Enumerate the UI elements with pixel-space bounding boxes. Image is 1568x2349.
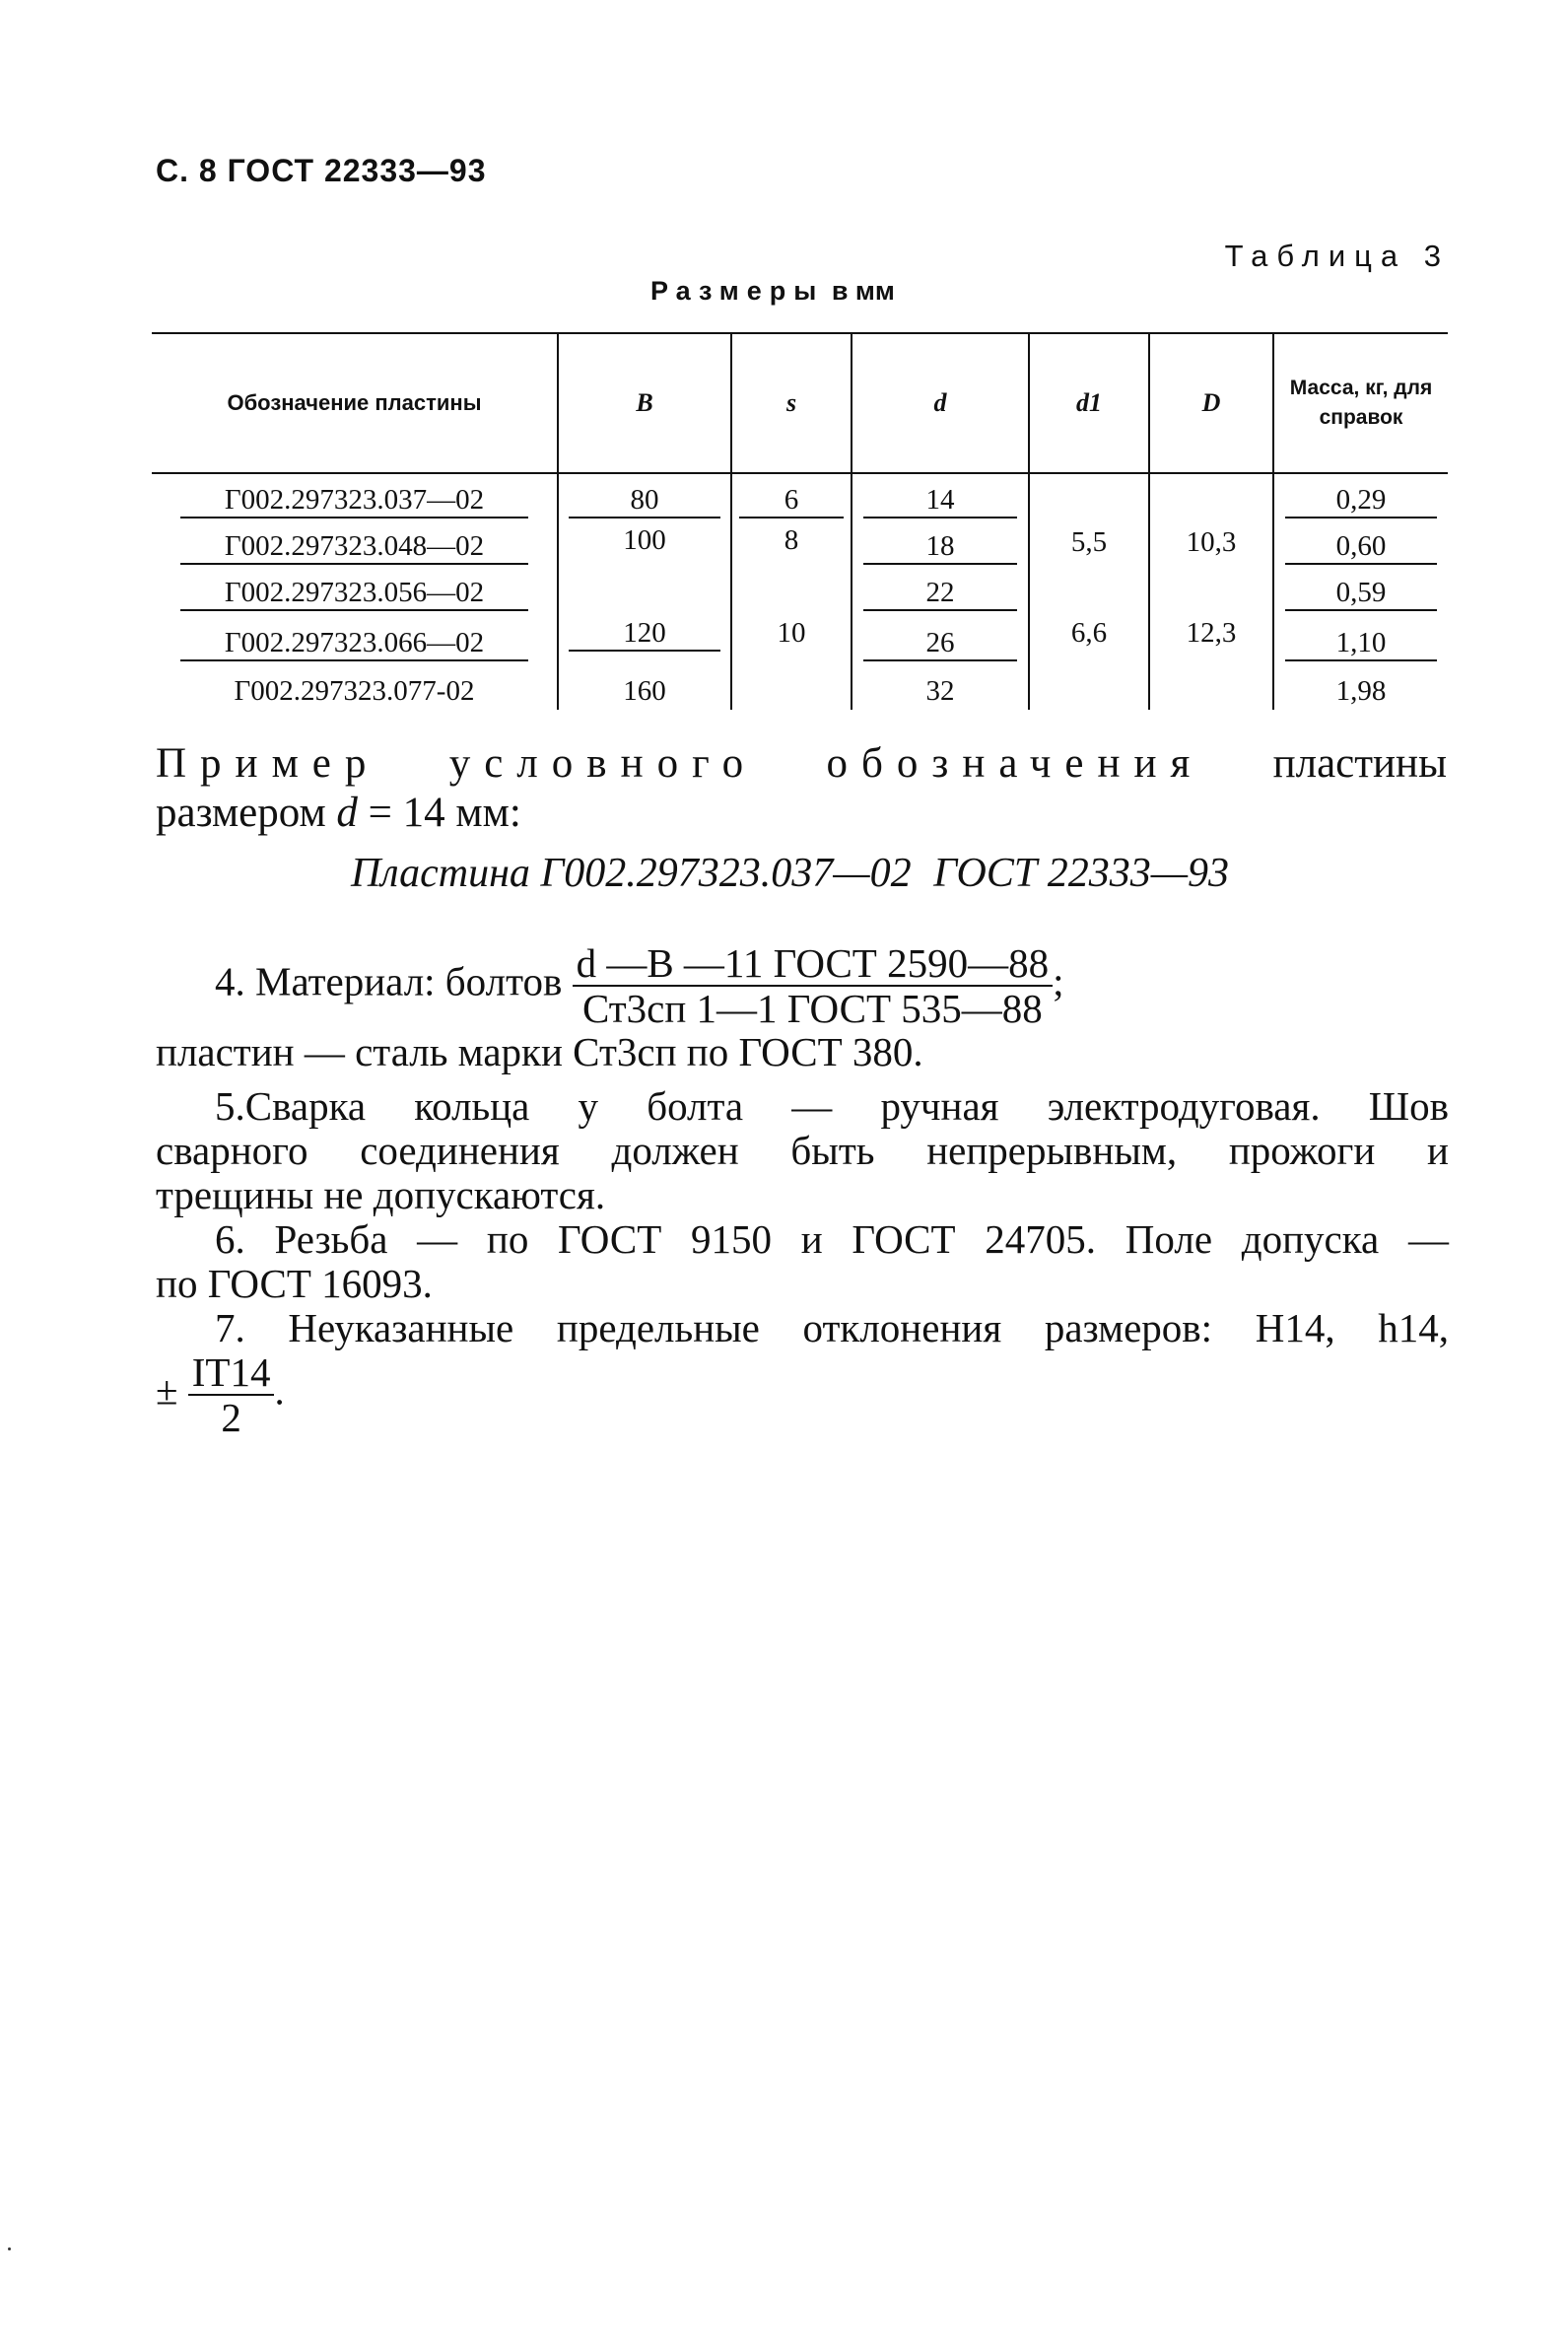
row-s-merged: 8 [731,520,852,613]
item5-line1: 5.Сварка кольца у болта — ручная электродуговая. Шов [215,1083,1449,1129]
example-word-1: Пример [156,740,380,787]
item6-line1: 6. Резьба — по ГОСТ 9150 и ГОСТ 24705. Поле допуска — [215,1216,1449,1262]
row-d1-merged: 6,6 [1029,613,1149,710]
header-big-d: D [1149,333,1273,473]
row-b-merged: 100 [558,520,731,613]
row-big-d-merged: 12,3 [1149,613,1273,710]
item6-line2: по ГОСТ 16093. [156,1261,433,1306]
header-d: d [852,333,1029,473]
item-4 [156,941,1449,1074]
example-paragraph [156,739,1447,838]
header-b: B [558,333,731,473]
table-caption: Таблица 3 [1224,239,1450,273]
item-7 [156,1306,1449,1439]
item5-line3: трещины не допускаются. [156,1172,606,1217]
table-row [152,613,1448,663]
row-d: 26 [863,627,1018,661]
header-d1: d1 [1029,333,1149,473]
item7-line1: 7. Неуказанные предельные отклонения размеров: H14, h14, [215,1305,1449,1350]
item-5 [156,1084,1449,1217]
table-header-row [152,333,1448,473]
dimensions-table [152,332,1448,710]
units-caption [650,276,895,307]
row-designation: Г002.297323.056—02 [180,577,528,611]
row-s: 6 [739,484,844,518]
item7-numerator: IT14 [188,1350,275,1396]
row-designation: Г002.297323.077-02 [234,675,475,707]
row-designation: Г002.297323.037—02 [180,484,528,518]
item4-line2: пластин — сталь марки Ст3сп по ГОСТ 380. [156,1029,923,1074]
designation-part-2: ГОСТ 22333—93 [933,851,1230,896]
row-mass: 1,10 [1285,627,1438,661]
row-big-d-merged: 10,3 [1149,473,1273,613]
row-mass: 0,60 [1285,530,1438,565]
row-mass: 0,59 [1285,577,1438,611]
example-line2-prefix: размером [156,790,326,836]
item4-denominator: Ст3сп 1—1 ГОСТ 535—88 [581,986,1043,1031]
table-row [152,473,1448,520]
row-d1-merged: 5,5 [1029,473,1149,613]
item4-prefix: 4. Материал: болтов [215,958,563,1004]
item-6 [156,1217,1449,1306]
page-header: С. 8 ГОСТ 22333—93 [156,153,487,188]
scan-dot [8,2247,11,2250]
item7-punct: . [274,1367,285,1414]
row-b: 120 [569,617,719,652]
item4-punct: ; [1053,958,1064,1004]
example-word-2: условного [448,740,758,787]
item4-numerator: d —B —11 ГОСТ 2590—88 [573,941,1054,987]
units-unit: в мм [831,276,895,306]
header-mass: Масса, кг, для справок [1273,333,1448,473]
header-s: s [731,333,852,473]
row-d: 18 [863,530,1018,565]
units-label: Размеры [650,276,825,306]
example-line2-var: d [336,790,358,836]
row-s-merged: 10 [731,613,852,710]
item4-fraction [573,941,1054,1030]
designation-part-1: Пластина Г002.297323.037—02 [350,851,912,896]
designation-example [0,850,1568,897]
row-mass: 1,98 [1273,663,1448,710]
row-designation: Г002.297323.048—02 [180,530,528,565]
row-d: 32 [852,663,1029,710]
row-designation: Г002.297323.066—02 [180,627,528,661]
example-word-3: обозначения [826,740,1204,787]
item7-pm: ± [156,1367,178,1414]
example-word-4: пластины [1272,740,1447,787]
example-line2-suffix: = 14 мм: [368,790,521,836]
row-b: 80 [569,484,719,518]
item7-denominator: 2 [221,1395,241,1440]
row-d: 14 [863,484,1018,518]
row-mass: 0,29 [1285,484,1438,518]
item5-line2: сварного соединения должен быть непрерывным, прожоги и [156,1128,1449,1173]
item7-fraction [188,1350,275,1439]
row-d: 22 [863,577,1018,611]
row-b: 160 [558,663,731,710]
header-designation: Обозначение пластины [152,333,558,473]
